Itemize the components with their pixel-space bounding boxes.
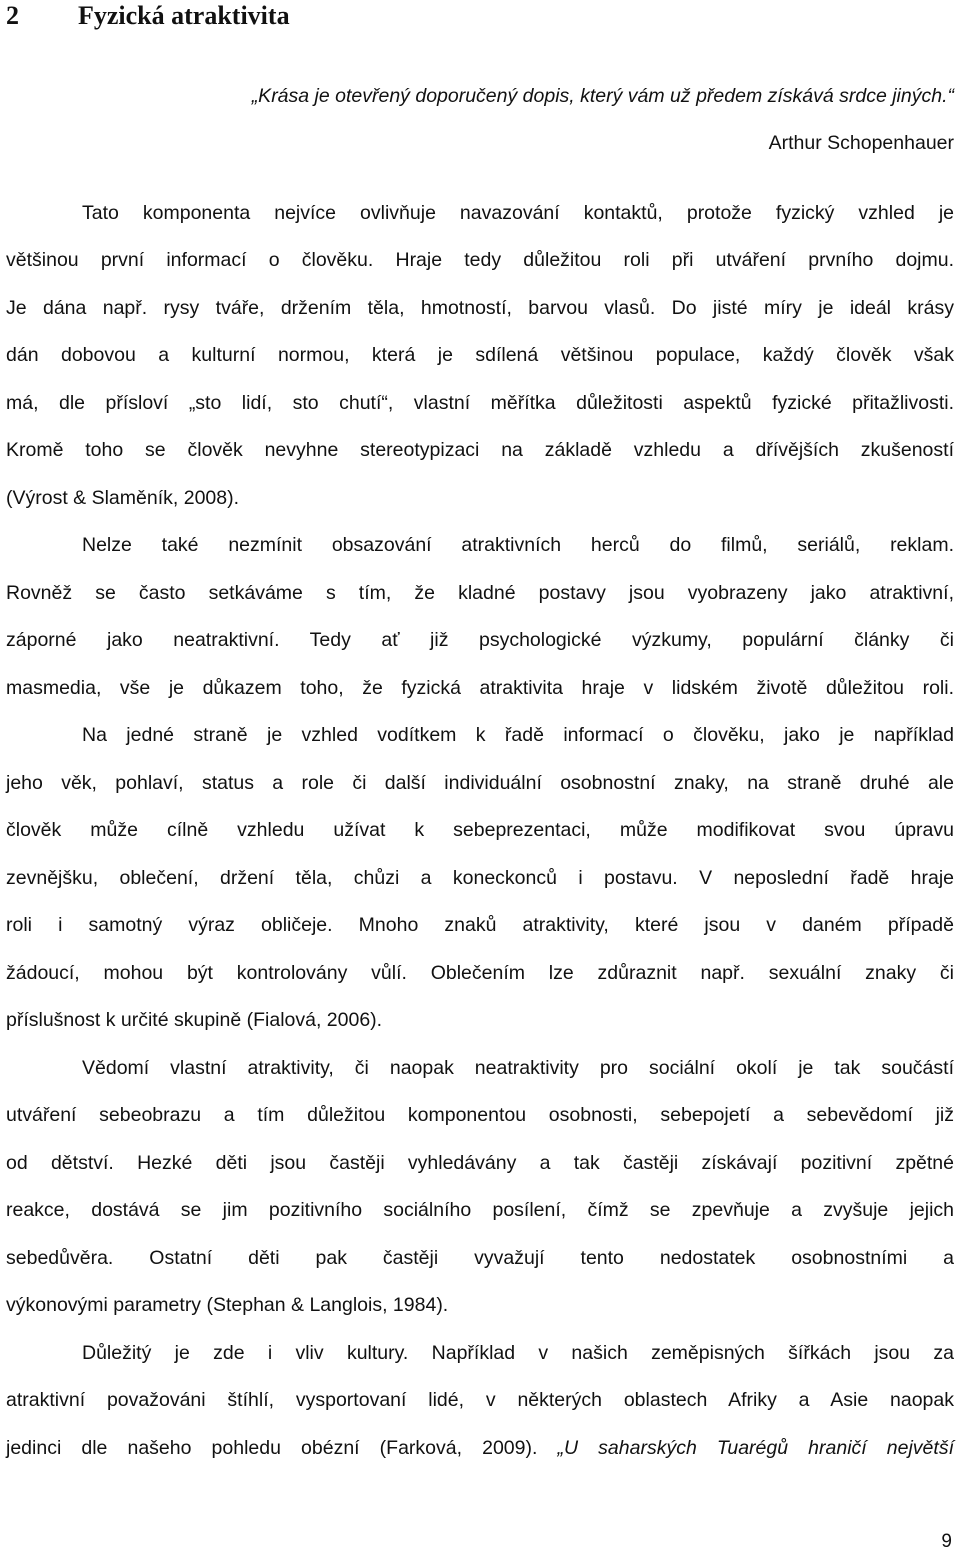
paragraph-line: Je dána např. rysy tváře, držením těla, hmotností, barvou vlasů. Do jisté míry je ideál krásy: [6, 297, 954, 319]
paragraph-line: výkonovými parametry (Stephan & Langlois, 1984).: [6, 1294, 449, 1316]
page-number: 9: [941, 1531, 952, 1552]
paragraph-line: od dětství. Hezké děti jsou častěji vyhledávány a tak častěji získávají pozitivní zpětné: [6, 1152, 954, 1174]
paragraph-line: většinou první informací o člověku. Hraje tedy důležitou roli při utváření prvního dojmu.: [6, 249, 954, 271]
section-number: 2: [6, 1, 19, 30]
epigraph-quote: „Krása je otevřený doporučený dopis, který vám už předem získává srdce jiných.“: [251, 85, 954, 107]
paragraph-line: sebedůvěra. Ostatní děti pak častěji vyvažují tento nedostatek osobnostními a: [6, 1247, 954, 1269]
section-heading: [6, 0, 906, 32]
paragraph-line: zevnějšku, oblečení, držení těla, chůzi a koneckonců i postavu. V neposlední řadě hraje: [6, 867, 954, 889]
paragraph-line: člověk může cílně vzhledu užívat k sebeprezentaci, může modifikovat svou úpravu: [6, 819, 954, 841]
paragraph-line: Kromě toho se člověk nevyhne stereotypizaci na základě vzhledu a dřívějších zkušeností: [6, 439, 954, 461]
paragraph-line: roli i samotný výraz obličeje. Mnoho znaků atraktivity, které jsou v daném případě: [6, 914, 954, 936]
paragraph-line: záporné jako neatraktivní. Tedy ať již psychologické výzkumy, populární články či: [6, 629, 954, 651]
paragraph-line: jeho věk, pohlaví, status a role či další individuální osobnostní znaky, na straně druhé ale: [6, 772, 954, 794]
paragraph-line: Důležitý je zde i vliv kultury. Například v našich zeměpisných šířkách jsou za: [82, 1342, 954, 1364]
paragraph-line: Tato komponenta nejvíce ovlivňuje navazování kontaktů, protože fyzický vzhled je: [82, 202, 954, 224]
paragraph-line: reakce, dostává se jim pozitivního sociálního posílení, čímž se zpevňuje a zvyšuje jejich: [6, 1199, 954, 1221]
paragraph-line: příslušnost k určité skupině (Fialová, 2006).: [6, 1009, 383, 1031]
paragraph-line: dán dobovou a kulturní normou, která je sdílená většinou populace, každý člověk však: [6, 344, 954, 366]
paragraph-line-last: [6, 1433, 954, 1463]
paragraph-text: jedinci dle našeho pohledu obézní (Farková, 2009).: [6, 1437, 538, 1459]
paragraph-line: Rovněž se často setkáváme s tím, že kladné postavy jsou vyobrazeny jako atraktivní,: [6, 582, 954, 604]
paragraph-line: (Výrost & Slaměník, 2008).: [6, 487, 240, 509]
paragraph-line: Vědomí vlastní atraktivity, či naopak neatraktivity pro sociální okolí je tak součástí: [82, 1057, 954, 1079]
paragraph-line: Nelze také nezmínit obsazování atraktivních herců do filmů, seriálů, reklam.: [82, 534, 954, 556]
paragraph-line: má, dle přísloví „sto lidí, sto chutí“, vlastní měřítka důležitosti aspektů fyzické přitažlivosti.: [6, 392, 954, 414]
paragraph-line: masmedia, vše je důkazem toho, že fyzická atraktivita hraje v lidském životě důležitou roli.: [6, 677, 954, 699]
paragraph-line: Na jedné straně je vzhled vodítkem k řadě informací o člověku, jako je například: [82, 724, 954, 746]
section-title: Fyzická atraktivita: [78, 1, 290, 30]
paragraph-line: atraktivní považováni štíhlí, vysportovaní lidé, v některých oblastech Afriky a Asie naopak: [6, 1389, 954, 1411]
epigraph-author: Arthur Schopenhauer: [768, 132, 954, 154]
paragraph-line: utváření sebeobrazu a tím důležitou komponentou osobnosti, sebepojetí a sebevědomí již: [6, 1104, 954, 1126]
paragraph-italic-quote: „U saharských Tuarégů hraničí největší: [557, 1437, 954, 1459]
paragraph-line: žádoucí, mohou být kontrolovány vůlí. Oblečením lze zdůraznit např. sexuální znaky či: [6, 962, 954, 984]
